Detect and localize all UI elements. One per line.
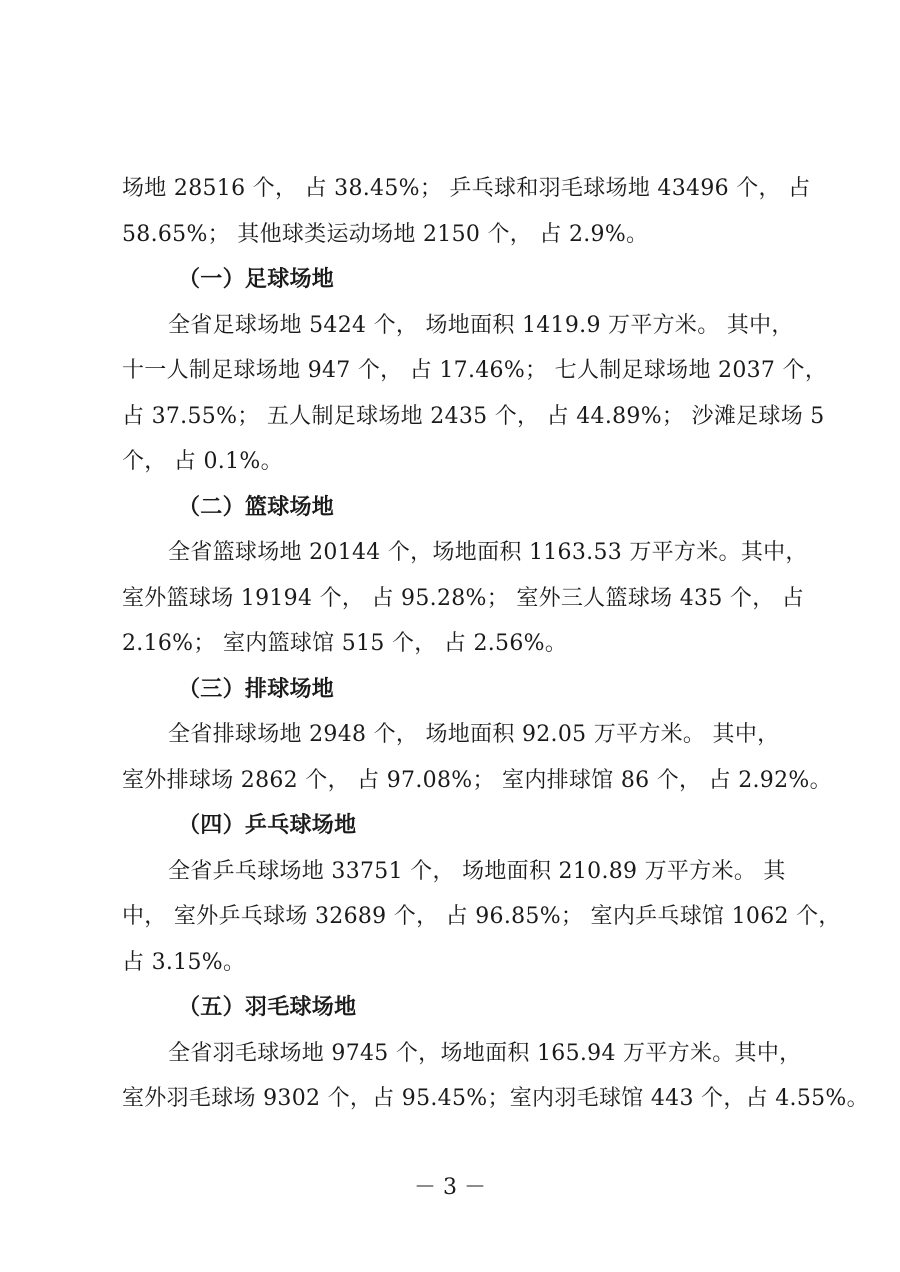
body-line: 占 3.15%。 [122, 949, 246, 975]
body-line: 十一人制足球场地 947 个， 占 17.46%； 七人制足球场地 2037 个， [122, 358, 828, 383]
body-line: 室外羽毛球场 9302 个，占 95.45%；室内羽毛球馆 443 个，占 4.55%。 [122, 1086, 869, 1111]
document-body [122, 166, 869, 1122]
paragraph-start: 全省排球场地 2948 个， 场地面积 92.05 万平方米。 其中， [168, 722, 780, 747]
paragraph-start: 全省足球场地 5424 个， 场地面积 1419.9 万平方米。 其中， [168, 312, 794, 338]
body-line: 个， 占 0.1%。 [122, 449, 283, 474]
section-heading-badminton: （五）羽毛球场地 [178, 995, 357, 1020]
paragraph-start: 全省篮球场地 20144 个，场地面积 1163.53 万平方米。其中， [168, 540, 808, 565]
body-line: 中， 室外乒乓球场 32689 个， 占 96.85%； 室内乒乓球馆 1062 个， [122, 904, 841, 929]
section-heading-table-tennis: （四）乒乓球场地 [178, 813, 357, 838]
page-number: － 3 － [414, 1175, 486, 1200]
section-heading-volleyball: （三）排球场地 [178, 676, 335, 702]
body-line: 场地 28516 个， 占 38.45%； 乒乓球和羽毛球场地 43496 个， 占 [122, 176, 811, 201]
paragraph-start: 全省乒乓球场地 33751 个， 场地面积 210.89 万平方米。 其 [168, 858, 786, 884]
body-line: 58.65%； 其他球类运动场地 2150 个， 占 2.9%。 [122, 221, 649, 247]
body-line: 室外篮球场 19194 个， 占 95.28%； 室外三人篮球场 435 个， 占 [122, 585, 805, 611]
paragraph-start: 全省羽毛球场地 9745 个，场地面积 165.94 万平方米。其中， [168, 1040, 802, 1066]
section-heading-football: （一）足球场地 [178, 267, 335, 292]
section-heading-basketball: （二）篮球场地 [178, 494, 335, 520]
body-line: 占 37.55%； 五人制足球场地 2435 个， 占 44.89%； 沙滩足球场 5 [122, 403, 825, 429]
body-line: 室外排球场 2862 个， 占 97.08%； 室内排球馆 86 个， 占 2.92%。 [122, 767, 832, 793]
body-line: 2.16%； 室内篮球馆 515 个， 占 2.56%。 [122, 631, 568, 656]
